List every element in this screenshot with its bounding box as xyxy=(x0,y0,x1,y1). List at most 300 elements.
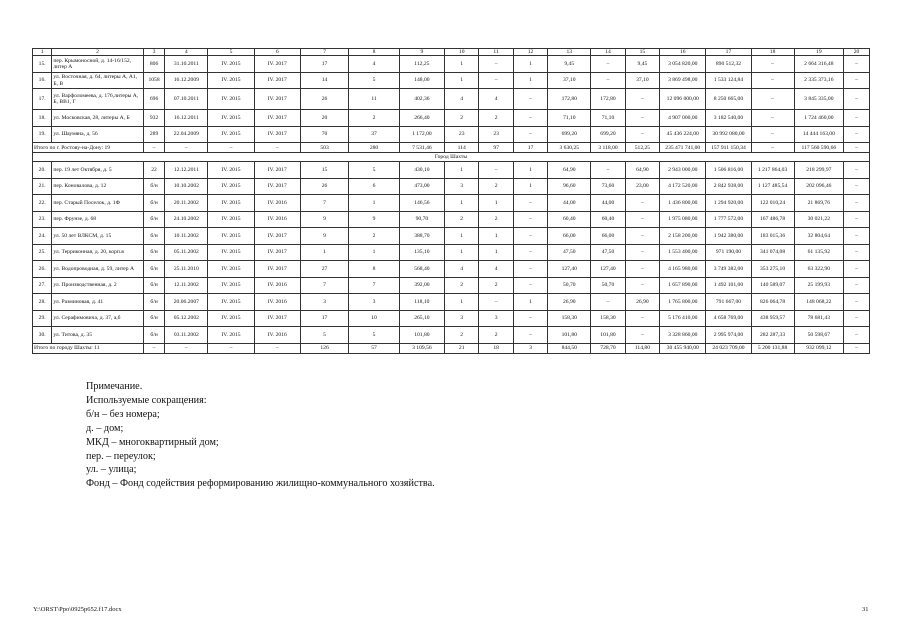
table-cell: 12 096 000,00 xyxy=(660,89,706,110)
table-cell: – xyxy=(625,110,659,127)
table-cell: – xyxy=(844,89,870,110)
table-cell: 9,45 xyxy=(548,56,591,73)
table-cell: 20.06.2007 xyxy=(165,294,208,311)
total-cell: 3 109,56 xyxy=(399,343,444,353)
address-cell: ул. Варфоломеева, д. 176,литеры А, Б, ВВ1, Г xyxy=(52,89,143,110)
table-row xyxy=(33,178,870,195)
table-cell: 826 064,78 xyxy=(751,294,794,311)
table-cell: 101,80 xyxy=(548,327,591,344)
table-cell: 16.12.2011 xyxy=(165,110,208,127)
table-cell: 172,80 xyxy=(591,89,625,110)
table-cell: – xyxy=(844,110,870,127)
table-cell: 6 xyxy=(349,178,400,195)
table-cell: 24. xyxy=(33,228,52,245)
table-cell: 15 xyxy=(300,162,348,179)
table-cell: 1 xyxy=(444,244,478,261)
table-cell: 402,36 xyxy=(399,89,444,110)
table-cell: IV. 2017 xyxy=(254,162,300,179)
table-cell: 3 845 335,00 xyxy=(794,89,843,110)
table-cell: 890 512,32 xyxy=(706,56,751,73)
table-cell: 140 589,07 xyxy=(751,277,794,294)
table-cell: 1058 xyxy=(143,72,165,89)
table-row xyxy=(33,261,870,278)
table-cell: 21 869,76 xyxy=(794,195,843,212)
table-cell: – xyxy=(844,310,870,327)
table-cell: – xyxy=(513,195,547,212)
table-cell: – xyxy=(625,211,659,228)
table-cell: 2 842 938,00 xyxy=(706,178,751,195)
table-cell: – xyxy=(513,110,547,127)
table-cell: 473,00 xyxy=(399,178,444,195)
table-cell: 27. xyxy=(33,277,52,294)
table-cell: IV. 2017 xyxy=(254,310,300,327)
notes-section xyxy=(86,380,435,491)
table-row xyxy=(33,310,870,327)
table-cell: 932 xyxy=(143,110,165,127)
table-cell: 9 xyxy=(300,228,348,245)
address-cell: ул. Водопроводная, д. 59, литер А xyxy=(52,261,143,278)
table-cell: – xyxy=(479,56,513,73)
table-row xyxy=(33,56,870,73)
table-cell: IV. 2015 xyxy=(208,211,254,228)
total-cell: – xyxy=(254,343,300,353)
table-cell: 71,10 xyxy=(548,110,591,127)
table-cell: 23. xyxy=(33,211,52,228)
table-cell: 101,80 xyxy=(591,327,625,344)
table-cell: 1 436 800,00 xyxy=(660,195,706,212)
column-number-cell: 13 xyxy=(548,49,591,56)
table-cell: 791 667,00 xyxy=(706,294,751,311)
table-cell: 17 xyxy=(300,56,348,73)
total-cell: 126 xyxy=(300,343,348,353)
table-cell: 10.11.2002 xyxy=(165,228,208,245)
total-label: Итого по городу Шахты: 11 xyxy=(33,343,144,353)
table-cell: 03.11.2002 xyxy=(165,327,208,344)
abbreviation-item: МКД – многоквартирный дом; xyxy=(86,436,219,448)
total-label: Итого по г. Ростову-на-Дону: 19 xyxy=(33,143,144,153)
table-cell: 27 xyxy=(300,261,348,278)
table-cell: 122 010,24 xyxy=(751,195,794,212)
table-cell: 25.11.2010 xyxy=(165,261,208,278)
table-cell: 183 015,36 xyxy=(751,228,794,245)
table-cell: – xyxy=(844,126,870,143)
column-number-cell: 4 xyxy=(165,49,208,56)
address-cell: пер. 19 лет Октября, д. 5 xyxy=(52,162,143,179)
table-cell: 266,40 xyxy=(399,110,444,127)
table-cell: 25 199,93 xyxy=(794,277,843,294)
table-cell: 127,40 xyxy=(591,261,625,278)
table-cell: IV. 2017 xyxy=(254,244,300,261)
total-cell: – xyxy=(254,143,300,153)
table-cell: 28. xyxy=(33,294,52,311)
table-cell: – xyxy=(479,294,513,311)
table-cell: IV. 2015 xyxy=(208,195,254,212)
total-row xyxy=(33,143,870,153)
table-cell: 66,00 xyxy=(591,228,625,245)
table-cell: 45 436 224,00 xyxy=(660,126,706,143)
total-cell: 97 xyxy=(479,143,513,153)
table-cell: 1 553 400,00 xyxy=(660,244,706,261)
table-cell: 29. xyxy=(33,310,52,327)
total-cell: 24 023 709,00 xyxy=(706,343,751,353)
table-cell: 4 xyxy=(444,89,478,110)
table-cell: 806 xyxy=(143,56,165,73)
table-cell: 30. xyxy=(33,327,52,344)
table-cell: 3 xyxy=(349,294,400,311)
table-cell: 18. xyxy=(33,110,52,127)
address-cell: ул. Титова, д. 35 xyxy=(52,327,143,344)
table-cell: IV. 2015 xyxy=(208,126,254,143)
column-number-cell: 14 xyxy=(591,49,625,56)
table-cell: 7 xyxy=(300,195,348,212)
address-cell: ул. Производственная, д. 2 xyxy=(52,277,143,294)
table-cell: 1 942 380,00 xyxy=(706,228,751,245)
table-cell: 4 165 980,00 xyxy=(660,261,706,278)
abbreviation-item: б/н – без номера; xyxy=(86,408,160,420)
column-number-cell: 2 xyxy=(52,49,143,56)
table-cell: IV. 2015 xyxy=(208,178,254,195)
address-cell: ул. 50 лет ВЛКСМ, д. 15 xyxy=(52,228,143,245)
table-cell: – xyxy=(844,178,870,195)
table-row xyxy=(33,89,870,110)
column-number-cell: 20 xyxy=(844,49,870,56)
column-number-cell: 6 xyxy=(254,49,300,56)
address-cell: пер. Крымоносной, д. 14-16/152, литер А xyxy=(52,56,143,73)
table-cell: – xyxy=(513,277,547,294)
document-path: Y:\ORST\Ppo\0925p652.f17.docx xyxy=(33,606,122,613)
table-cell: 167 486,78 xyxy=(751,211,794,228)
total-cell: – xyxy=(143,143,165,153)
table-cell: 4 xyxy=(349,56,400,73)
table-cell: 5 176 410,00 xyxy=(660,310,706,327)
table-cell: 101,80 xyxy=(399,327,444,344)
table-cell: 1 xyxy=(444,72,478,89)
table-cell: 64,90 xyxy=(548,162,591,179)
table-cell: 61 135,92 xyxy=(794,244,843,261)
table-cell: IV. 2016 xyxy=(254,327,300,344)
table-cell: 2 xyxy=(349,110,400,127)
table-cell: 1 xyxy=(300,244,348,261)
total-cell: – xyxy=(844,143,870,153)
table-cell: – xyxy=(844,261,870,278)
table-cell: IV. 2015 xyxy=(208,162,254,179)
table-row xyxy=(33,211,870,228)
table-cell: 5 xyxy=(300,327,348,344)
table-cell: IV. 2015 xyxy=(208,110,254,127)
table-cell: 3 749 382,00 xyxy=(706,261,751,278)
table-cell: – xyxy=(625,195,659,212)
table-cell: 50,70 xyxy=(591,277,625,294)
table-cell: 699,20 xyxy=(548,126,591,143)
column-number-cell: 15 xyxy=(625,49,659,56)
table-cell: 3 xyxy=(444,178,478,195)
table-cell: – xyxy=(625,126,659,143)
table-cell: 26. xyxy=(33,261,52,278)
table-cell: 20. xyxy=(33,162,52,179)
table-cell: 1 xyxy=(444,294,478,311)
table-cell: б/н xyxy=(143,211,165,228)
table-cell: IV. 2017 xyxy=(254,261,300,278)
column-number-cell: 11 xyxy=(479,49,513,56)
table-row xyxy=(33,195,870,212)
table-cell: 4 xyxy=(444,261,478,278)
table-cell: б/н xyxy=(143,228,165,245)
table-cell: 22.04.2009 xyxy=(165,126,208,143)
table-cell: 10.10.2002 xyxy=(165,178,208,195)
address-cell: пер. Старый Поселок, д. 1Ф xyxy=(52,195,143,212)
table-cell: – xyxy=(751,56,794,73)
table-cell: 118,10 xyxy=(399,294,444,311)
table-cell: IV. 2017 xyxy=(254,110,300,127)
table-cell: 1 xyxy=(349,195,400,212)
total-cell: 3 118,00 xyxy=(591,143,625,153)
table-cell: 1 127 485,54 xyxy=(751,178,794,195)
table-cell: 20.11.2002 xyxy=(165,195,208,212)
column-number-cell: 17 xyxy=(706,49,751,56)
table-cell: 9 xyxy=(300,211,348,228)
table-cell: 112,25 xyxy=(399,56,444,73)
table-row xyxy=(33,244,870,261)
column-number-cell: 18 xyxy=(751,49,794,56)
table-cell: 1 xyxy=(513,162,547,179)
table-cell: б/н xyxy=(143,244,165,261)
table-cell: 1 xyxy=(444,56,478,73)
section-row xyxy=(33,153,870,162)
table-cell: 1 217 864,03 xyxy=(751,162,794,179)
table-cell: – xyxy=(625,228,659,245)
table-cell: 1 657 890,00 xyxy=(660,277,706,294)
table-cell: – xyxy=(844,327,870,344)
table-cell: – xyxy=(591,294,625,311)
table-cell: 158,30 xyxy=(548,310,591,327)
table-cell: 66,00 xyxy=(548,228,591,245)
table-cell: 9,45 xyxy=(625,56,659,73)
table-cell: 282 287,33 xyxy=(751,327,794,344)
table-cell: – xyxy=(513,310,547,327)
table-cell: 26 xyxy=(300,89,348,110)
table-cell: IV. 2016 xyxy=(254,211,300,228)
total-cell: 5 200 131,88 xyxy=(751,343,794,353)
table-cell: 2 158 200,00 xyxy=(660,228,706,245)
table-cell: IV. 2015 xyxy=(208,294,254,311)
total-cell: – xyxy=(143,343,165,353)
table-cell: IV. 2017 xyxy=(254,126,300,143)
address-cell: пер. Фрунзе, д. 68 xyxy=(52,211,143,228)
table-cell: 2 xyxy=(444,277,478,294)
table-cell: 146,56 xyxy=(399,195,444,212)
table-cell: 1 xyxy=(513,294,547,311)
table-cell: – xyxy=(751,126,794,143)
table-cell: 60,40 xyxy=(548,211,591,228)
table-cell: 158,30 xyxy=(591,310,625,327)
table-cell: 696 xyxy=(143,89,165,110)
table-cell: – xyxy=(625,327,659,344)
table-cell: 699,20 xyxy=(591,126,625,143)
table-cell: IV. 2016 xyxy=(254,277,300,294)
table-cell: 2 xyxy=(479,277,513,294)
table-cell: 2 xyxy=(349,228,400,245)
table-cell: 26 xyxy=(300,178,348,195)
table-cell: 2 xyxy=(479,110,513,127)
table-cell: 1 492 101,00 xyxy=(706,277,751,294)
table-cell: 5 xyxy=(349,162,400,179)
table-cell: 23,00 xyxy=(625,178,659,195)
table-cell: 3 869 498,00 xyxy=(660,72,706,89)
table-cell: 2 995 974,00 xyxy=(706,327,751,344)
total-cell: – xyxy=(208,143,254,153)
total-cell: – xyxy=(844,343,870,353)
table-cell: 4 658 769,00 xyxy=(706,310,751,327)
table-cell: 127,40 xyxy=(548,261,591,278)
column-number-cell: 1 xyxy=(33,49,52,56)
total-cell: 844,50 xyxy=(548,343,591,353)
table-cell: – xyxy=(751,89,794,110)
column-number-cell: 5 xyxy=(208,49,254,56)
table-cell: – xyxy=(513,244,547,261)
total-cell: 235 471 741,00 xyxy=(660,143,706,153)
table-cell: 4 xyxy=(479,89,513,110)
table-cell: 73,60 xyxy=(591,178,625,195)
column-number-row xyxy=(33,49,870,56)
total-cell: 21 xyxy=(444,343,478,353)
table-cell: – xyxy=(625,310,659,327)
table-row xyxy=(33,126,870,143)
table-cell: – xyxy=(479,72,513,89)
table-row xyxy=(33,294,870,311)
table-cell: 2 943 000,00 xyxy=(660,162,706,179)
table-cell: 10 xyxy=(349,310,400,327)
table-cell: IV. 2017 xyxy=(254,228,300,245)
table-cell: б/н xyxy=(143,310,165,327)
table-cell: 47,50 xyxy=(591,244,625,261)
table-cell: б/н xyxy=(143,327,165,344)
table-cell: IV. 2015 xyxy=(208,310,254,327)
total-cell: 114 xyxy=(444,143,478,153)
total-cell: 17 xyxy=(513,143,547,153)
table-cell: – xyxy=(591,72,625,89)
address-cell: ул. Разминовая, д. 41 xyxy=(52,294,143,311)
table-cell: 2 xyxy=(444,327,478,344)
table-cell: IV. 2015 xyxy=(208,244,254,261)
table-cell: 71,10 xyxy=(591,110,625,127)
column-number-cell: 7 xyxy=(300,49,348,56)
table-cell: – xyxy=(513,211,547,228)
table-row xyxy=(33,327,870,344)
table-cell: – xyxy=(844,294,870,311)
table-row xyxy=(33,72,870,89)
table-cell: 44,00 xyxy=(591,195,625,212)
total-cell: 503 xyxy=(300,143,348,153)
table-cell: 430,10 xyxy=(399,162,444,179)
table-cell: IV. 2017 xyxy=(254,178,300,195)
table-cell: – xyxy=(591,56,625,73)
table-cell: 50 598,67 xyxy=(794,327,843,344)
table-cell: 3 xyxy=(444,310,478,327)
table-cell: 16. xyxy=(33,72,52,89)
table-cell: 2 xyxy=(479,327,513,344)
table-cell: 1 xyxy=(479,244,513,261)
total-cell: 932 099,12 xyxy=(794,343,843,353)
column-number-cell: 19 xyxy=(794,49,843,56)
table-cell: 50,70 xyxy=(548,277,591,294)
table-cell: – xyxy=(844,162,870,179)
table-cell: 1 172,00 xyxy=(399,126,444,143)
table-cell: 47,50 xyxy=(548,244,591,261)
table-cell: IV. 2015 xyxy=(208,72,254,89)
table-cell: 3 xyxy=(479,310,513,327)
total-cell: – xyxy=(165,143,208,153)
abbreviation-item: д. – дом; xyxy=(86,422,124,434)
total-cell: 512,25 xyxy=(625,143,659,153)
total-cell: 18 xyxy=(479,343,513,353)
table-cell: IV. 2017 xyxy=(254,89,300,110)
table-cell: 1 533 124,84 xyxy=(706,72,751,89)
table-cell: 341 074,08 xyxy=(751,244,794,261)
table-cell: б/н xyxy=(143,277,165,294)
total-cell: – xyxy=(208,343,254,353)
table-cell: – xyxy=(625,261,659,278)
table-cell: – xyxy=(751,72,794,89)
column-number-cell: 9 xyxy=(399,49,444,56)
table-cell: 1 294 920,00 xyxy=(706,195,751,212)
table-cell: 64,90 xyxy=(625,162,659,179)
total-cell: – xyxy=(165,343,208,353)
table-cell: 4 172 520,00 xyxy=(660,178,706,195)
table-cell: 265,10 xyxy=(399,310,444,327)
table-cell: 05.12.2002 xyxy=(165,310,208,327)
table-cell: б/н xyxy=(143,294,165,311)
table-cell: 148,00 xyxy=(399,72,444,89)
table-cell: – xyxy=(844,72,870,89)
table-cell: – xyxy=(625,244,659,261)
table-cell: 20 xyxy=(300,110,348,127)
table-cell: 21. xyxy=(33,178,52,195)
table-cell: – xyxy=(844,56,870,73)
housing-program-table xyxy=(32,48,870,354)
table-cell: 22. xyxy=(33,195,52,212)
table-cell: 2 xyxy=(479,178,513,195)
table-cell: 392,00 xyxy=(399,277,444,294)
table-cell: 1 xyxy=(349,244,400,261)
total-cell: – xyxy=(751,143,794,153)
page-number: 31 xyxy=(862,606,869,613)
table-cell: 5 xyxy=(349,72,400,89)
table-cell: 14 xyxy=(300,72,348,89)
table-cell: 22 xyxy=(143,162,165,179)
abbreviation-item: пер. – переулок; xyxy=(86,450,156,462)
table-cell: 2 335 373,16 xyxy=(794,72,843,89)
table-cell: 202 096,46 xyxy=(794,178,843,195)
table-cell: 2 xyxy=(479,211,513,228)
table-cell: 568,40 xyxy=(399,261,444,278)
table-cell: – xyxy=(625,89,659,110)
table-cell: 2 xyxy=(444,211,478,228)
table-cell: 1 xyxy=(444,195,478,212)
table-cell: – xyxy=(751,110,794,127)
table-cell: 05.11.2002 xyxy=(165,244,208,261)
total-cell: 114,80 xyxy=(625,343,659,353)
table-cell: 3 054 820,00 xyxy=(660,56,706,73)
table-cell: 353 275,10 xyxy=(751,261,794,278)
table-cell: 8 250 665,00 xyxy=(706,89,751,110)
table-cell: 1 xyxy=(513,178,547,195)
table-cell: 388,70 xyxy=(399,228,444,245)
total-cell: 280 xyxy=(349,143,400,153)
table-cell: 30 992 080,00 xyxy=(706,126,751,143)
table-cell: IV. 2017 xyxy=(254,56,300,73)
table-cell: 37,10 xyxy=(625,72,659,89)
table-cell: 5 xyxy=(349,327,400,344)
